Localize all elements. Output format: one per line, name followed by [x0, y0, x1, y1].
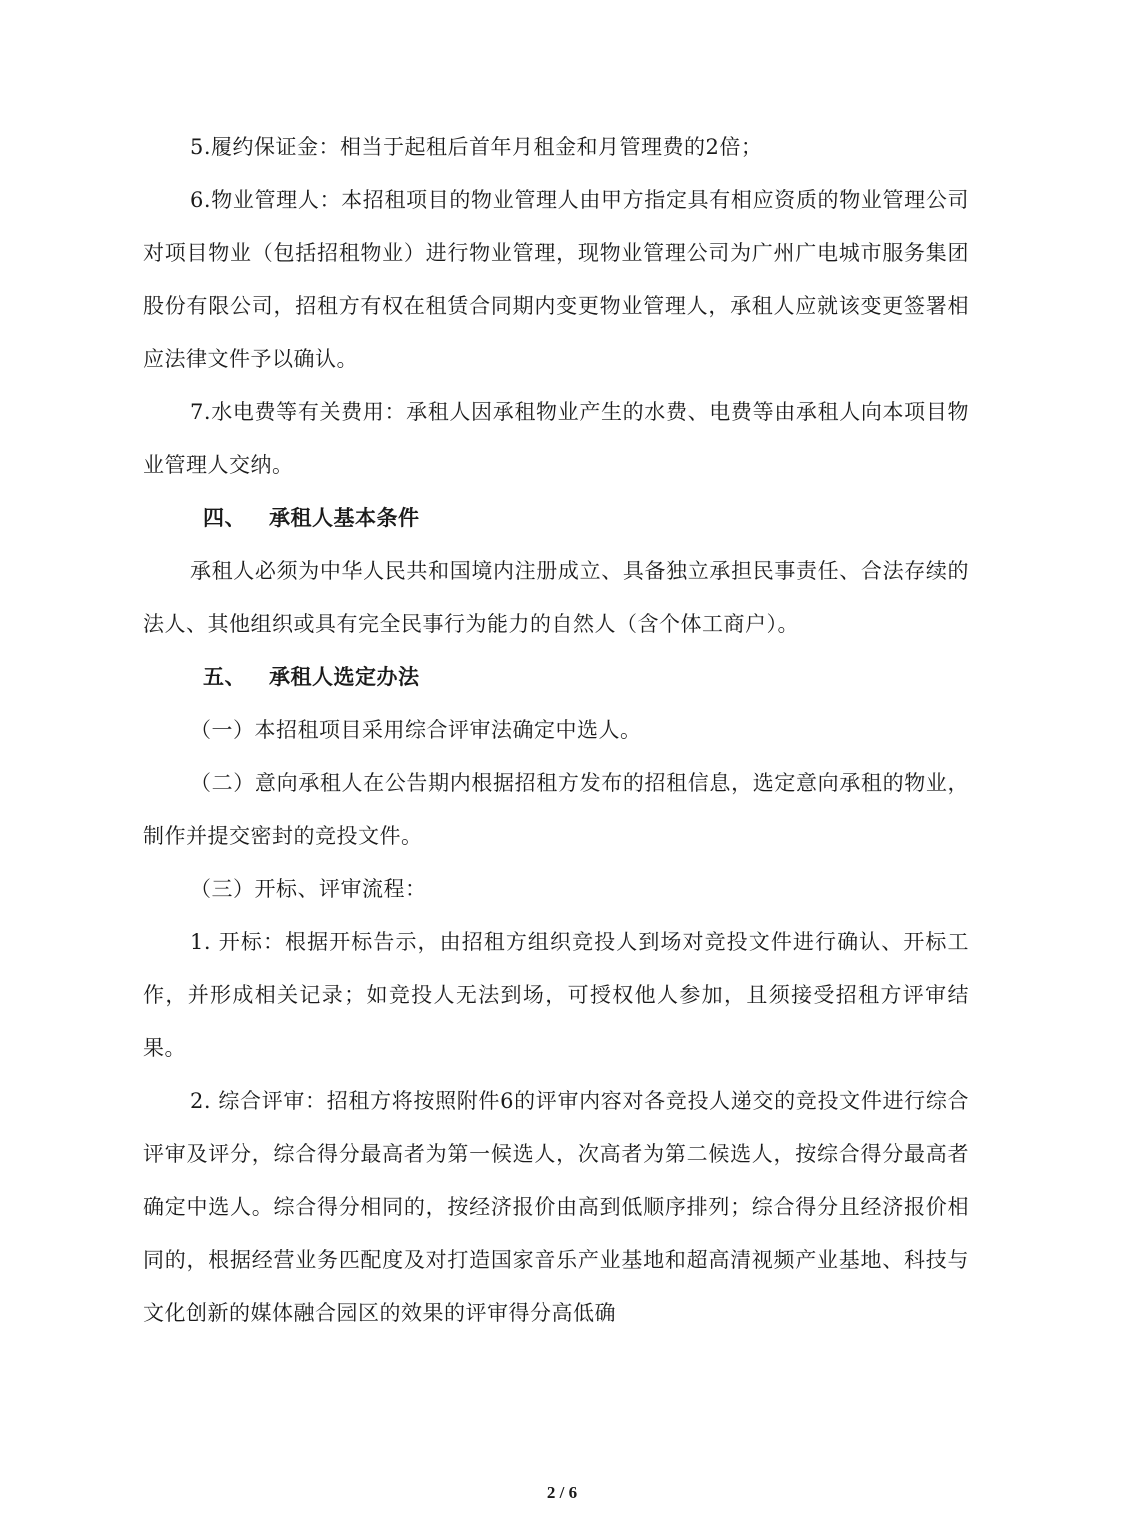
section-title: 承租人选定办法 [269, 665, 420, 689]
paragraph-tenant-conditions: 承租人必须为中华人民共和国境内注册成立、具备独立承担民事责任、合法存续的法人、其他组织或具有完全民事行为能力的自然人（含个体工商户）。 [143, 559, 969, 636]
section-number: 四、 [203, 506, 246, 530]
paragraph-bid-submission: （二）意向承租人在公告期内根据招租方发布的招租信息，选定意向承租的物业，制作并提交密封的竞投文件。 [143, 771, 969, 848]
paragraph-selection-method: （一）本招租项目采用综合评审法确定中选人。 [190, 718, 642, 742]
section-number: 五、 [203, 665, 246, 689]
paragraph-comprehensive-review: 2. 综合评审：招租方将按照附件6的评审内容对各竞投人递交的竞投文件进行综合评审及评分，综合得分最高者为第一候选人，次高者为第二候选人，按综合得分最高者确定中选人。综合得分相同的，按经济报价由高到低顺序排列；综合得分且经济报价相同的，根据经营业务匹配度及对打造国家音乐产业基地和超高清视频产业基地、科技与文化创新的媒体融合园区的效果的评审得分高低确 [143, 1089, 969, 1325]
section-heading-5 [143, 651, 969, 704]
section-heading-4 [143, 492, 969, 545]
paragraph-performance-bond: 5.履约保证金：相当于起租后首年月租金和月管理费的2倍； [190, 135, 763, 159]
paragraph-utility-fees: 7.水电费等有关费用：承租人因承租物业产生的水费、电费等由承租人向本项目物业管理人交纳。 [143, 400, 969, 477]
document-body [143, 121, 969, 1340]
page-number: 2 / 6 [546, 1483, 578, 1502]
section-title: 承租人基本条件 [269, 506, 420, 530]
paragraph-process-title: （三）开标、评审流程： [190, 877, 427, 901]
paragraph-bid-opening: 1. 开标：根据开标告示，由招租方组织竞投人到场对竞投文件进行确认、开标工作，并形成相关记录；如竞投人无法到场，可授权他人参加，且须接受招租方评审结果。 [143, 930, 969, 1060]
paragraph-property-manager: 6.物业管理人：本招租项目的物业管理人由甲方指定具有相应资质的物业管理公司对项目物业（包括招租物业）进行物业管理，现物业管理公司为广州广电城市服务集团股份有限公司，招租方有权在租赁合同期内变更物业管理人，承租人应就该变更签署相应法律文件予以确认。 [143, 188, 969, 371]
